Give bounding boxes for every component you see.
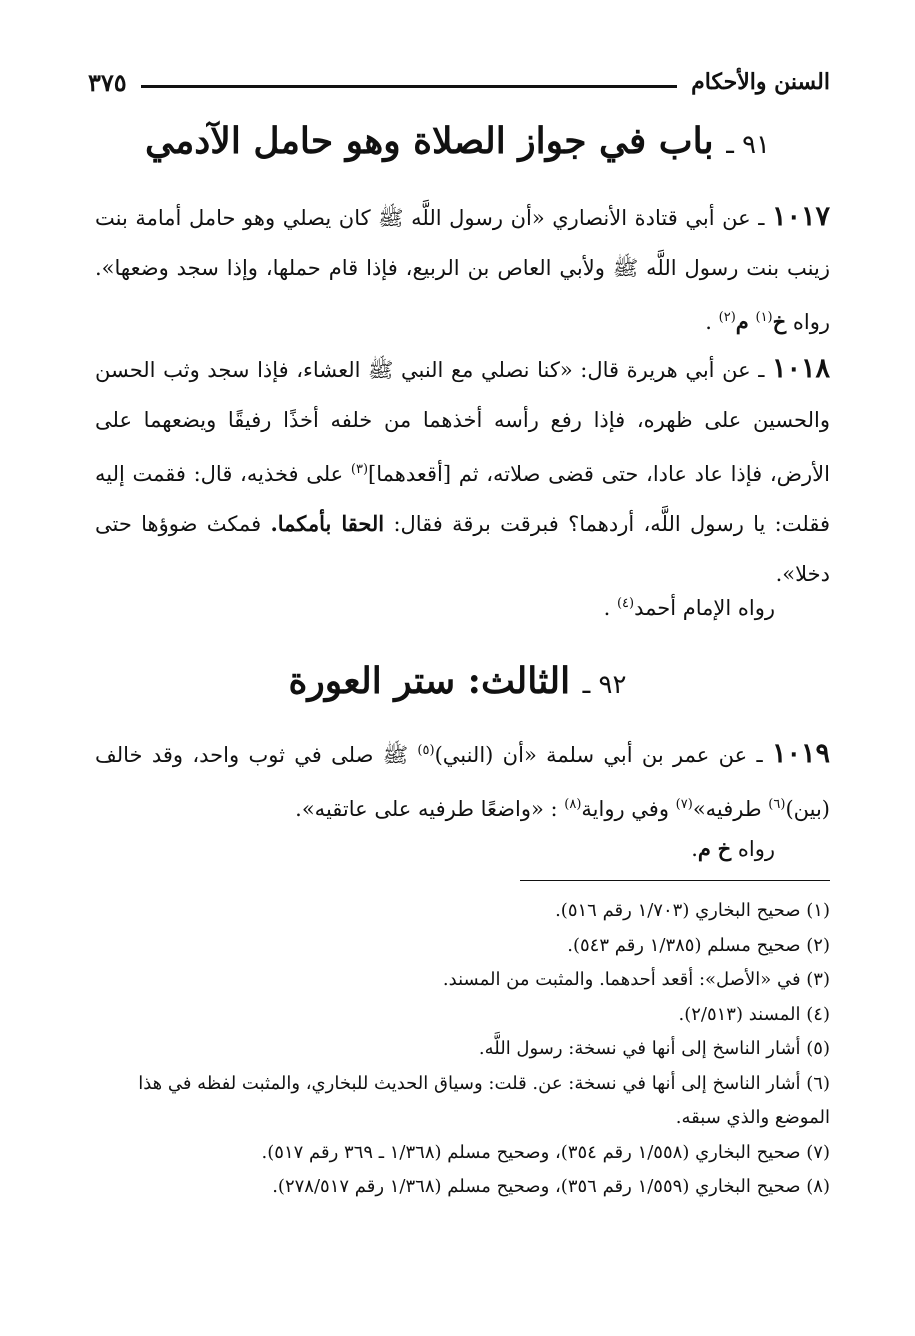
chapter-title: الثالث: ستر العورة: [288, 660, 571, 702]
end-mark: .: [705, 310, 712, 334]
hadith-number: ١٠١٨: [771, 353, 830, 384]
source-muslim: م: [735, 309, 749, 334]
narration-line: [604, 596, 775, 620]
source-bukhari: خ: [717, 836, 732, 861]
hadith-1018: [95, 344, 830, 599]
chapter-title: باب في جواز الصلاة وهو حامل الآدمي: [144, 120, 714, 162]
footnote: (٦) أشار الناسخ إلى أنها في نسخة: عن. قلت: وسياق الحديث للبخاري، والمثبت لفظه في هذا الموضع والذي سبقه.: [138, 1072, 830, 1128]
footnote-ref: (٨): [564, 797, 582, 812]
footnote-ref: (٢): [718, 310, 736, 325]
hadith-1017: [95, 192, 830, 347]
footnote-ref: (٧): [675, 797, 693, 812]
chapter-92-heading: [85, 660, 830, 703]
end-mark: .: [691, 837, 698, 861]
end-mark: .: [603, 596, 611, 620]
hadith-text: ـ عن عمر بن أبي سلمة «أن (النبي): [434, 743, 763, 767]
chapter-91-heading: [85, 120, 830, 163]
narration-text: رواه الإمام أحمد: [634, 596, 775, 620]
hadith-text: ﷺ صلى في ثوب واحد، وقد خالف (بين): [95, 743, 830, 821]
chapter-number: ٩٢ ـ: [582, 670, 627, 700]
footnotes: [85, 894, 830, 1205]
footnote: (٨) صحيح البخاري (١/٥٥٩ رقم ٣٥٦)، وصحيح مسلم (١/٣٦٨ رقم ٢٧٨/٥١٧).: [272, 1176, 830, 1197]
footnote-ref: (٤): [616, 596, 635, 611]
hadith-text: طرفيه»: [692, 797, 762, 821]
footnote-separator: [520, 880, 830, 881]
footnote-ref: (٦): [768, 797, 786, 812]
hadith-text: : «واضعًا طرفيه على عاتقيه».: [295, 797, 558, 821]
book-title: السنن والأحكام: [691, 69, 830, 95]
hadith-number: ١٠١٩: [771, 738, 830, 769]
hadith-text: فمكث ضوؤها حتى دخلا».: [95, 512, 830, 586]
header-rule: [141, 85, 677, 88]
hadith-1019: [95, 726, 830, 834]
footnote-ref: (١): [755, 310, 773, 325]
hadith-text: ـ عن أبي قتادة الأنصاري «أن رسول اللَّه ﷺ كان يصلي وهو حامل أمامة بنت زينب بنت رسول اللَّه ﷺ ولأبي العاص بن الربيع، فإذا قام حملها، وإذا سجد وضعها». رواه: [95, 206, 830, 334]
footnote: (٣) في «الأصل»: أقعد أحدهما. والمثبت من المسند.: [442, 969, 830, 990]
hadith-text: على فخذيه، قال: فقمت إليه فقلت: يا رسول اللَّه، أردهما؟ فبرقت برقة فقال:: [95, 462, 830, 536]
source-bukhari: خ: [772, 309, 787, 334]
footnote-ref: (٥): [417, 743, 435, 758]
bold-phrase: الحقا بأمكما.: [270, 511, 385, 536]
hadith-number: ١٠١٧: [771, 201, 830, 232]
narration-text: رواه: [737, 837, 775, 861]
footnote-ref: (٣): [350, 462, 369, 477]
footnote: (٧) صحيح البخاري (١/٥٥٨ رقم ٣٥٤)، وصحيح مسلم (١/٣٦٨ ـ ٣٦٩ رقم ٥١٧).: [261, 1141, 830, 1163]
running-header: [88, 62, 830, 102]
footnote: (٤) المسند (٢/٥١٣).: [678, 1003, 830, 1025]
narration-line: [691, 836, 775, 861]
footnote: (٢) صحيح مسلم (١/٣٨٥ رقم ٥٤٣).: [567, 934, 830, 956]
footnote: (٥) أشار الناسخ إلى أنها في نسخة: رسول اللَّه.: [478, 1038, 830, 1059]
source-muslim: م: [697, 836, 711, 861]
footnote: (١) صحيح البخاري (١/٧٠٣ رقم ٥١٦).: [555, 900, 830, 921]
hadith-text: وفي رواية: [581, 797, 669, 821]
hadith-text: ـ عن أبي هريرة قال: «كنا نصلي مع النبي ﷺ العشاء، فإذا سجد وثب الحسن والحسين على ظهره، فإذا رفع رأسه أخذهما من خلفه أخذًا رفيقًا ويضعهما على الأرض، فإذا عاد عادا، حتى قضى صلاته، ثم [أقعدهما]: [95, 358, 830, 486]
page-number: ٣٧٥: [88, 67, 127, 97]
chapter-number: ٩١ ـ: [726, 130, 771, 160]
